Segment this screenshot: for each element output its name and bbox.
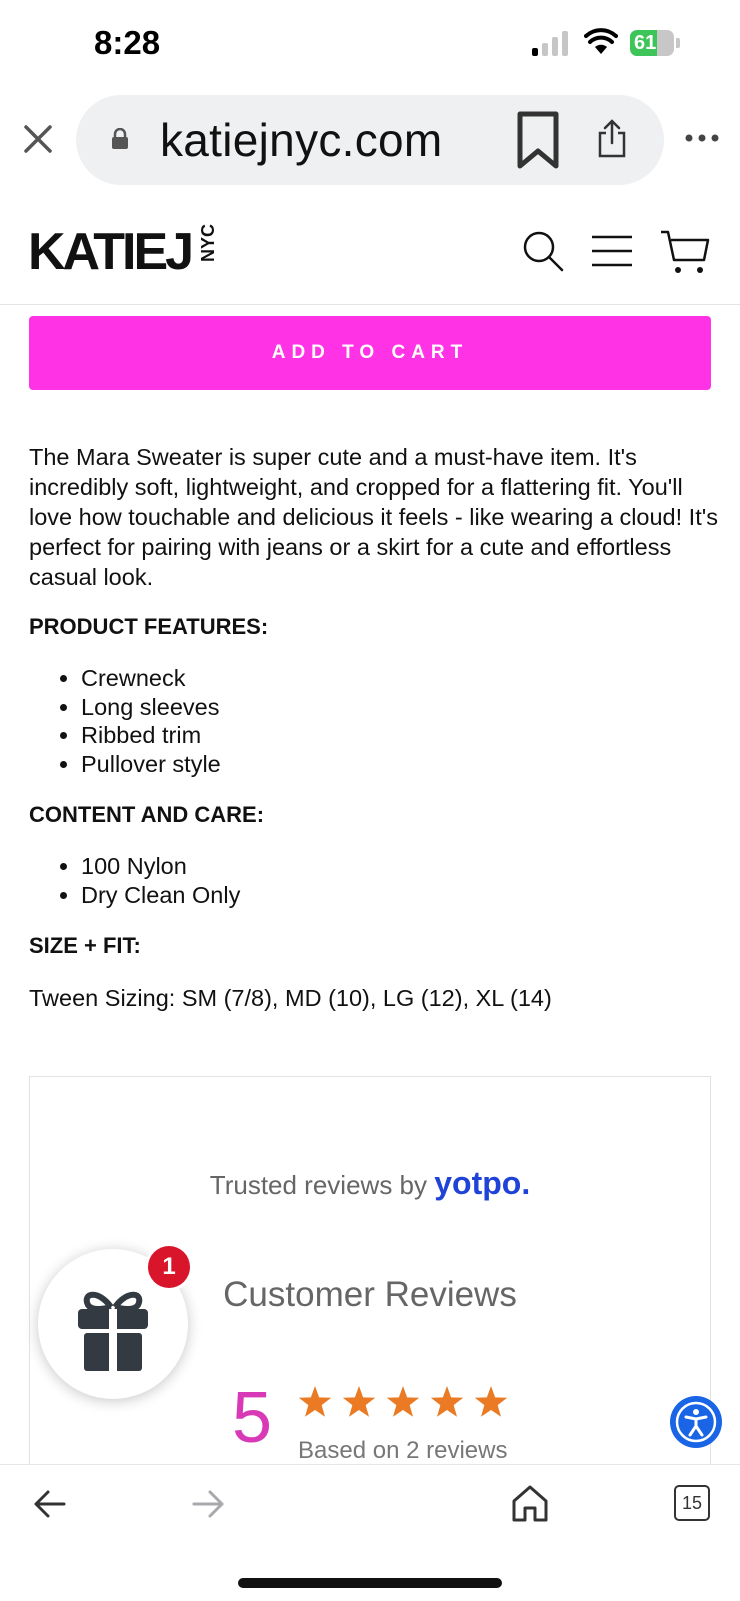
- site-header: [0, 190, 740, 305]
- yotpo-logo[interactable]: yotpo.: [434, 1165, 531, 1201]
- bookmark-icon[interactable]: [516, 111, 560, 169]
- logo-subtext: NYC: [198, 224, 218, 263]
- search-icon[interactable]: [522, 230, 564, 272]
- battery-icon: [630, 30, 674, 56]
- accessibility-button[interactable]: [670, 1396, 722, 1448]
- list-item: • 100 Nylon: [81, 852, 719, 881]
- trusted-reviews-line: [30, 1165, 710, 1202]
- star-icon: [299, 1386, 331, 1417]
- care-list: [29, 852, 719, 909]
- care-heading: CONTENT AND CARE:: [29, 802, 265, 827]
- product-description: [29, 442, 719, 1033]
- star-icon: [387, 1386, 419, 1417]
- menu-icon[interactable]: [590, 234, 634, 268]
- close-icon[interactable]: [20, 121, 56, 157]
- lock-icon: [111, 128, 129, 150]
- tabs-button[interactable]: 15: [674, 1485, 710, 1521]
- back-arrow-icon[interactable]: [32, 1489, 66, 1519]
- average-rating: 5: [232, 1378, 273, 1458]
- address-bar[interactable]: [76, 95, 664, 185]
- star-icon: [431, 1386, 463, 1417]
- home-icon[interactable]: [510, 1483, 550, 1523]
- list-item: • Pullover style: [81, 750, 719, 779]
- reviews-title: Customer Reviews: [223, 1275, 517, 1314]
- star-icon: [475, 1386, 507, 1417]
- browser-url-row: [0, 95, 740, 185]
- battery-cap: [676, 38, 680, 48]
- star-icon: [343, 1386, 375, 1417]
- description-text: The Mara Sweater is super cute and a must-have item. It's incredibly soft, lightweight, and cropped for a flattering fit. You'll love how touchable and delicious it feels - like wearing a cloud! It's perfect for pairing with jeans or a skirt for a cute and effortless casual look.: [29, 444, 718, 590]
- logo-wordmark: KATIEJ: [28, 223, 192, 281]
- features-heading: PRODUCT FEATURES:: [29, 614, 269, 639]
- cellular-signal-icon: [532, 30, 572, 56]
- share-icon[interactable]: [596, 119, 628, 159]
- more-options-icon[interactable]: [684, 125, 720, 151]
- home-indicator: [238, 1578, 502, 1588]
- battery-percent: 61: [634, 32, 657, 54]
- trusted-prefix: Trusted reviews by: [209, 1170, 427, 1200]
- review-count[interactable]: Based on 2 reviews: [298, 1437, 508, 1464]
- star-rating[interactable]: [298, 1385, 518, 1421]
- url-text[interactable]: katiejnyc.com: [160, 114, 443, 166]
- status-time: 8:28: [94, 24, 161, 61]
- forward-arrow-icon[interactable]: [192, 1489, 226, 1519]
- list-item: • Ribbed trim: [81, 721, 719, 750]
- list-item: • Crewneck: [81, 664, 719, 693]
- wifi-icon: [584, 28, 618, 56]
- site-logo[interactable]: [28, 223, 218, 281]
- status-bar: [0, 0, 740, 88]
- notification-badge: 1: [148, 1246, 190, 1288]
- add-to-cart-button[interactable]: ADD TO CART: [29, 316, 711, 390]
- size-text: Tween Sizing: SM (7/8), MD (10), LG (12), XL (14): [29, 985, 552, 1011]
- features-list: [29, 664, 719, 778]
- size-heading: SIZE + FIT:: [29, 933, 141, 958]
- cart-icon[interactable]: [660, 228, 710, 276]
- accessibility-icon: [670, 1396, 722, 1448]
- list-item: • Dry Clean Only: [81, 881, 719, 910]
- list-item: • Long sleeves: [81, 693, 719, 722]
